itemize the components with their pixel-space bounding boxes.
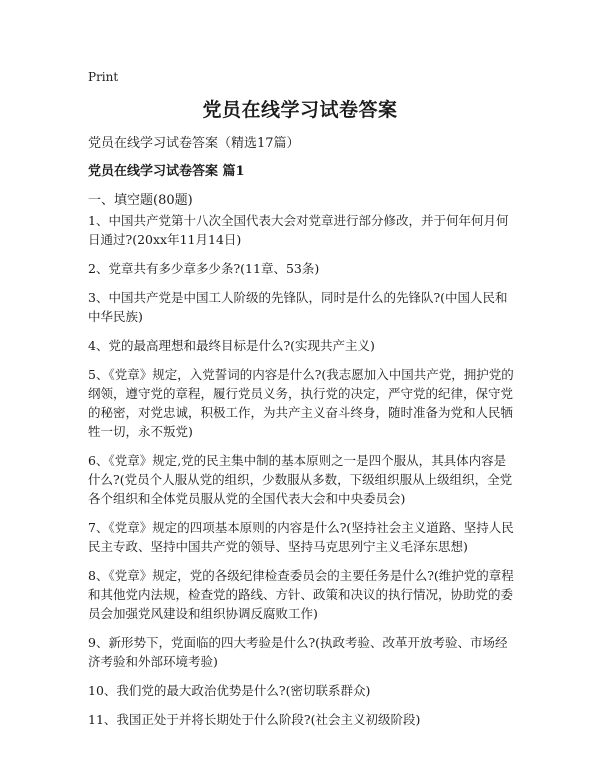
print-link[interactable]: Print bbox=[88, 70, 119, 84]
question-item: 8、《党章》规定，党的各级纪律检查委员会的主要任务是什么?(维护党的章程和其他党内法规，检查党的路线、方针、政策和决议的执行情况，协助党的委员会加强党风建设和组织协调反腐败工作) bbox=[88, 568, 514, 621]
question-item: 4、党的最高理想和最终目标是什么?(实现共产主义) bbox=[88, 338, 375, 353]
question-item: 10、我们党的最大政治优势是什么?(密切联系群众) bbox=[88, 683, 371, 698]
section-heading: 党员在线学习试卷答案 篇1 bbox=[88, 164, 245, 179]
question-item: 9、新形势下，党面临的四大考验是什么?(执政考验、改革开放考验、市场经济考验和外部环境考验) bbox=[88, 635, 508, 669]
subtitle: 党员在线学习试卷答案（精选17篇） bbox=[88, 136, 300, 151]
question-item: 3、中国共产党是中国工人阶级的先锋队，同时是什么的先锋队?(中国人民和中华民族) bbox=[88, 290, 508, 324]
question-item: 2、党章共有多少章多少条?(11章、53条) bbox=[88, 261, 320, 276]
question-list bbox=[88, 211, 518, 739]
page-title: 党员在线学习试卷答案 bbox=[202, 99, 398, 121]
question-item: 11、我国正处于并将长期处于什么阶段?(社会主义初级阶段) bbox=[88, 712, 421, 727]
part-heading: 一、填空题(80题) bbox=[88, 193, 193, 208]
question-item: 6、《党章》规定,党的民主集中制的基本原则之一是四个服从，其具体内容是什么?(党员个人服从党的组织，少数服从多数，下级组织服从上级组织，全党各个组织和全体党员服从党的全国代表大会和中央委员会) bbox=[88, 453, 513, 506]
question-item: 5、《党章》规定，入党誓词的内容是什么?(我志愿加入中国共产党，拥护党的纲领，遵守党的章程，履行党员义务，执行党的决定，严守党的纪律，保守党的秘密，对党忠诚，积极工作，为共产主义奋斗终身，随时准备为党和人民牺牲一切，永不叛党) bbox=[88, 367, 514, 439]
question-item: 7、《党章》规定的四项基本原则的内容是什么?(坚持社会主义道路、坚持人民民主专政、坚持中国共产党的领导、坚持马克思列宁主义毛泽东思想) bbox=[88, 520, 514, 554]
question-item: 1、中国共产党第十八次全国代表大会对党章进行部分修改，并于何年何月何日通过?(20xx年11月14日) bbox=[88, 213, 509, 247]
